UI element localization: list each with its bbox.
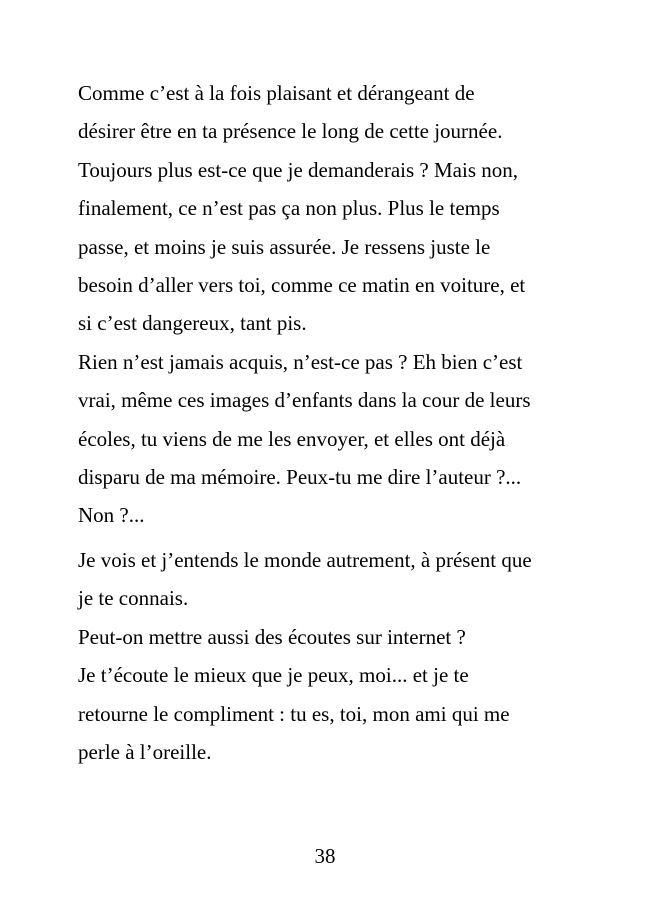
text-line: vrai, même ces images d’enfants dans la cour de leurs (78, 388, 531, 413)
text-line: écoles, tu viens de me les envoyer, et elles ont déjà (78, 426, 506, 451)
body-text (78, 74, 578, 771)
text-line: finalement, ce n’est pas ça non plus. Plus le temps (78, 196, 500, 221)
text-line: Non ?... (78, 503, 145, 528)
text-line: retourne le compliment : tu es, toi, mon ami qui me (78, 701, 510, 726)
text-line: Je t’écoute le mieux que je peux, moi... et je te (78, 663, 469, 688)
text-line: perle à l’oreille. (78, 739, 212, 764)
text-line: si c’est dangereux, tant pis. (78, 311, 307, 336)
text-line: Je vois et j’entends le monde autrement, à présent que (78, 547, 532, 572)
text-line: désirer être en ta présence le long de cette journée. (78, 119, 503, 144)
text-line: disparu de ma mémoire. Peux-tu me dire l’auteur ?... (78, 465, 522, 490)
text-line: besoin d’aller vers toi, comme ce matin en voiture, et (78, 273, 526, 298)
text-line: Toujours plus est-ce que je demanderais ? Mais non, (78, 157, 518, 182)
text-line: Peut-on mettre aussi des écoutes sur internet ? (78, 624, 466, 649)
text-line: Rien n’est jamais acquis, n’est-ce pas ? Eh bien c’est (78, 349, 523, 374)
text-line: je te connais. (78, 586, 189, 611)
text-line: Comme c’est à la fois plaisant et dérangeant de (78, 81, 475, 105)
paragraph (78, 541, 578, 618)
paragraph (78, 656, 578, 771)
paragraph (78, 618, 578, 656)
paragraph (78, 343, 578, 535)
paragraph (78, 74, 578, 343)
page-number: 38 (314, 844, 336, 868)
text-line: passe, et moins je suis assurée. Je ressens juste le (78, 234, 491, 259)
